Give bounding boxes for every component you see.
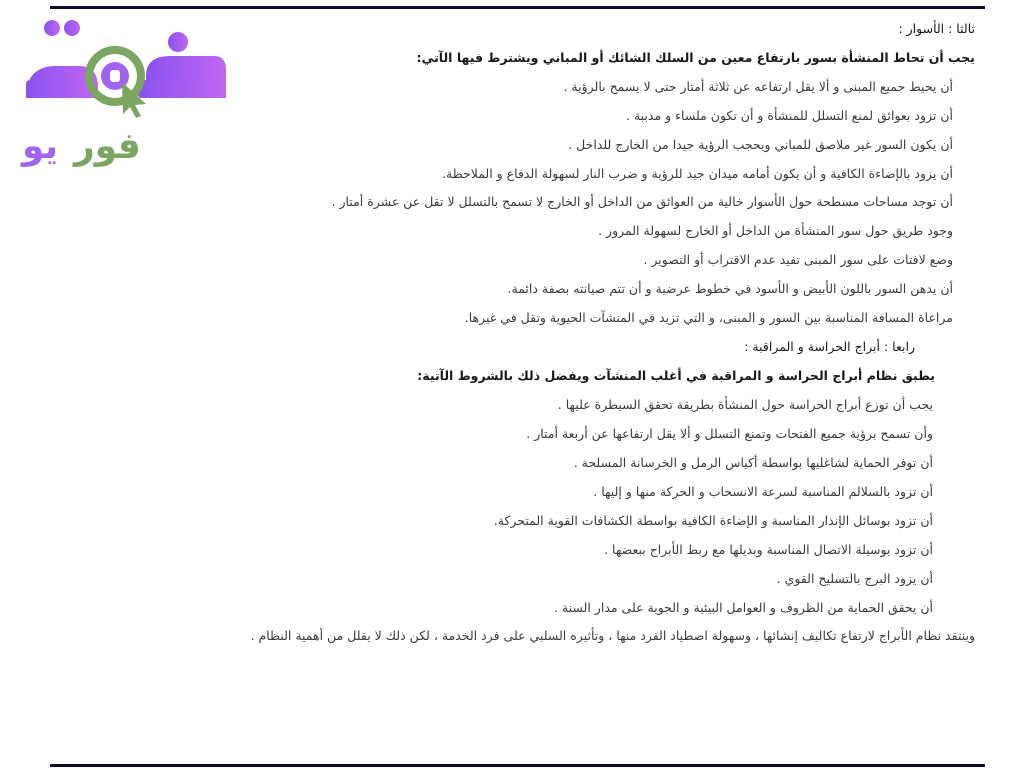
item-text: أن تزود بوسيلة الاتصال المناسبة وبديلها مع ربط الأبراج ببعضها . [604, 542, 933, 557]
section4-item [40, 419, 975, 448]
section4-heading: رابعا : أبراج الحراسة و المراقبة : [744, 339, 915, 354]
item-text: أن يحقق الحماية من الظروف و العوامل البيئية و الجوية على مدار السنة . [553, 600, 933, 615]
item-text: وضع لافتات على سور المبنى تفيد عدم الاقتراب أو التصوير . [643, 252, 953, 267]
item-text: وأن تسمح برؤية جميع الفتحات وتمنع التسلل و ألا يقل ارتفاعها عن أربعة أمتار . [526, 426, 933, 441]
item-text: أن يحيط جميع المبنى و ألا يقل ارتفاعه عن ثلاثة أمتار حتى لا يسمح بالرؤية . [563, 79, 953, 94]
item-text: مراعاة المسافة المناسبة بين السور و المبنى، و التي تزيد في المنشآت الحيوية وتقل في غيرها. [464, 310, 953, 325]
section3-heading: ثالثا : الأسوار : [898, 21, 975, 36]
item-text: أن توجد مساحات مسطحة حول الأسوار خالية من العوائق من الداخل أو الخارج لا تسمح بالتسلل لا تقل عن عشرة أمتار . [331, 194, 953, 209]
document-page [40, 14, 975, 646]
section4-item [40, 448, 975, 477]
top-rule [50, 6, 985, 9]
section3-item [40, 101, 975, 130]
section3-item [40, 188, 975, 216]
section3-item [40, 303, 975, 332]
item-text: أن تزود بعوائق لمنع التسلل للمنشأة و أن تكون ملساء و مدببة . [626, 108, 953, 123]
item-text: أن تزود بالسلالم المناسبة لسرعة الانسحاب و الحركة منها و إليها . [593, 484, 933, 499]
item-text: أن يكون السور غير ملاصق للمباني ويحجب الرؤية جيدا من الخارج للداخل . [568, 137, 953, 152]
item-text: أن توفر الحماية لشاغليها بواسطة أكياس الرمل و الخرسانة المسلحة . [573, 455, 933, 470]
section4-intro: يطبق نظام أبراج الحراسة و المراقبة في أغلب المنشآت ويفضل ذلك بالشروط الآتية: [417, 368, 935, 383]
section4-item [40, 477, 975, 506]
section3-item [40, 72, 975, 101]
section4-item [40, 564, 975, 593]
svg-text:فور: فور [74, 126, 141, 167]
svg-text:يو: يو [22, 126, 59, 167]
section4-item [40, 390, 975, 419]
item-text: أن يزود بالإضاءة الكافية و أن يكون أمامه ميدان جيد للرؤية و ضرب النار لسهولة الدفاع و الملاحظة. [442, 166, 953, 181]
section4-item [40, 535, 975, 564]
item-text: يجب أن توزع أبراج الحراسة حول المنشأة بطريقة تحقق السيطرة عليها . [557, 397, 933, 412]
section4-item [40, 593, 975, 622]
section4-closing: وينتقد نظام الأبراج لارتفاع تكاليف إنشائها ، وسهولة اصطياد الفرد منها ، وتأثيره السلبي على فرد الخدمة ، لكن ذلك لا يقلل من أهمية النظام . [250, 628, 975, 643]
item-text: أن يزود البرج بالتسليح القوي . [776, 571, 933, 586]
item-text: أن يدهن السور باللون الأبيض و الأسود في خطوط عرضية و أن تتم صيانته بصفة دائمة. [507, 281, 953, 296]
section4-item [40, 506, 975, 535]
section3-item [40, 274, 975, 303]
section3-item [40, 159, 975, 188]
item-text: أن تزود بوسائل الإنذار المناسبة و الإضاءة الكافية بواسطة الكشافات القوية المتحركة. [493, 513, 933, 528]
section3-item [40, 245, 975, 274]
section3-item [40, 130, 975, 159]
section3-item [40, 216, 975, 245]
section3-intro: يجب أن تحاط المنشأة بسور بارتفاع معين من السلك الشائك أو المباني ويشترط فيها الآتي: [416, 50, 975, 65]
bottom-rule [50, 764, 985, 767]
item-text: وجود طريق حول سور المنشأة من الداخل أو الخارج لسهولة المرور . [598, 223, 953, 238]
